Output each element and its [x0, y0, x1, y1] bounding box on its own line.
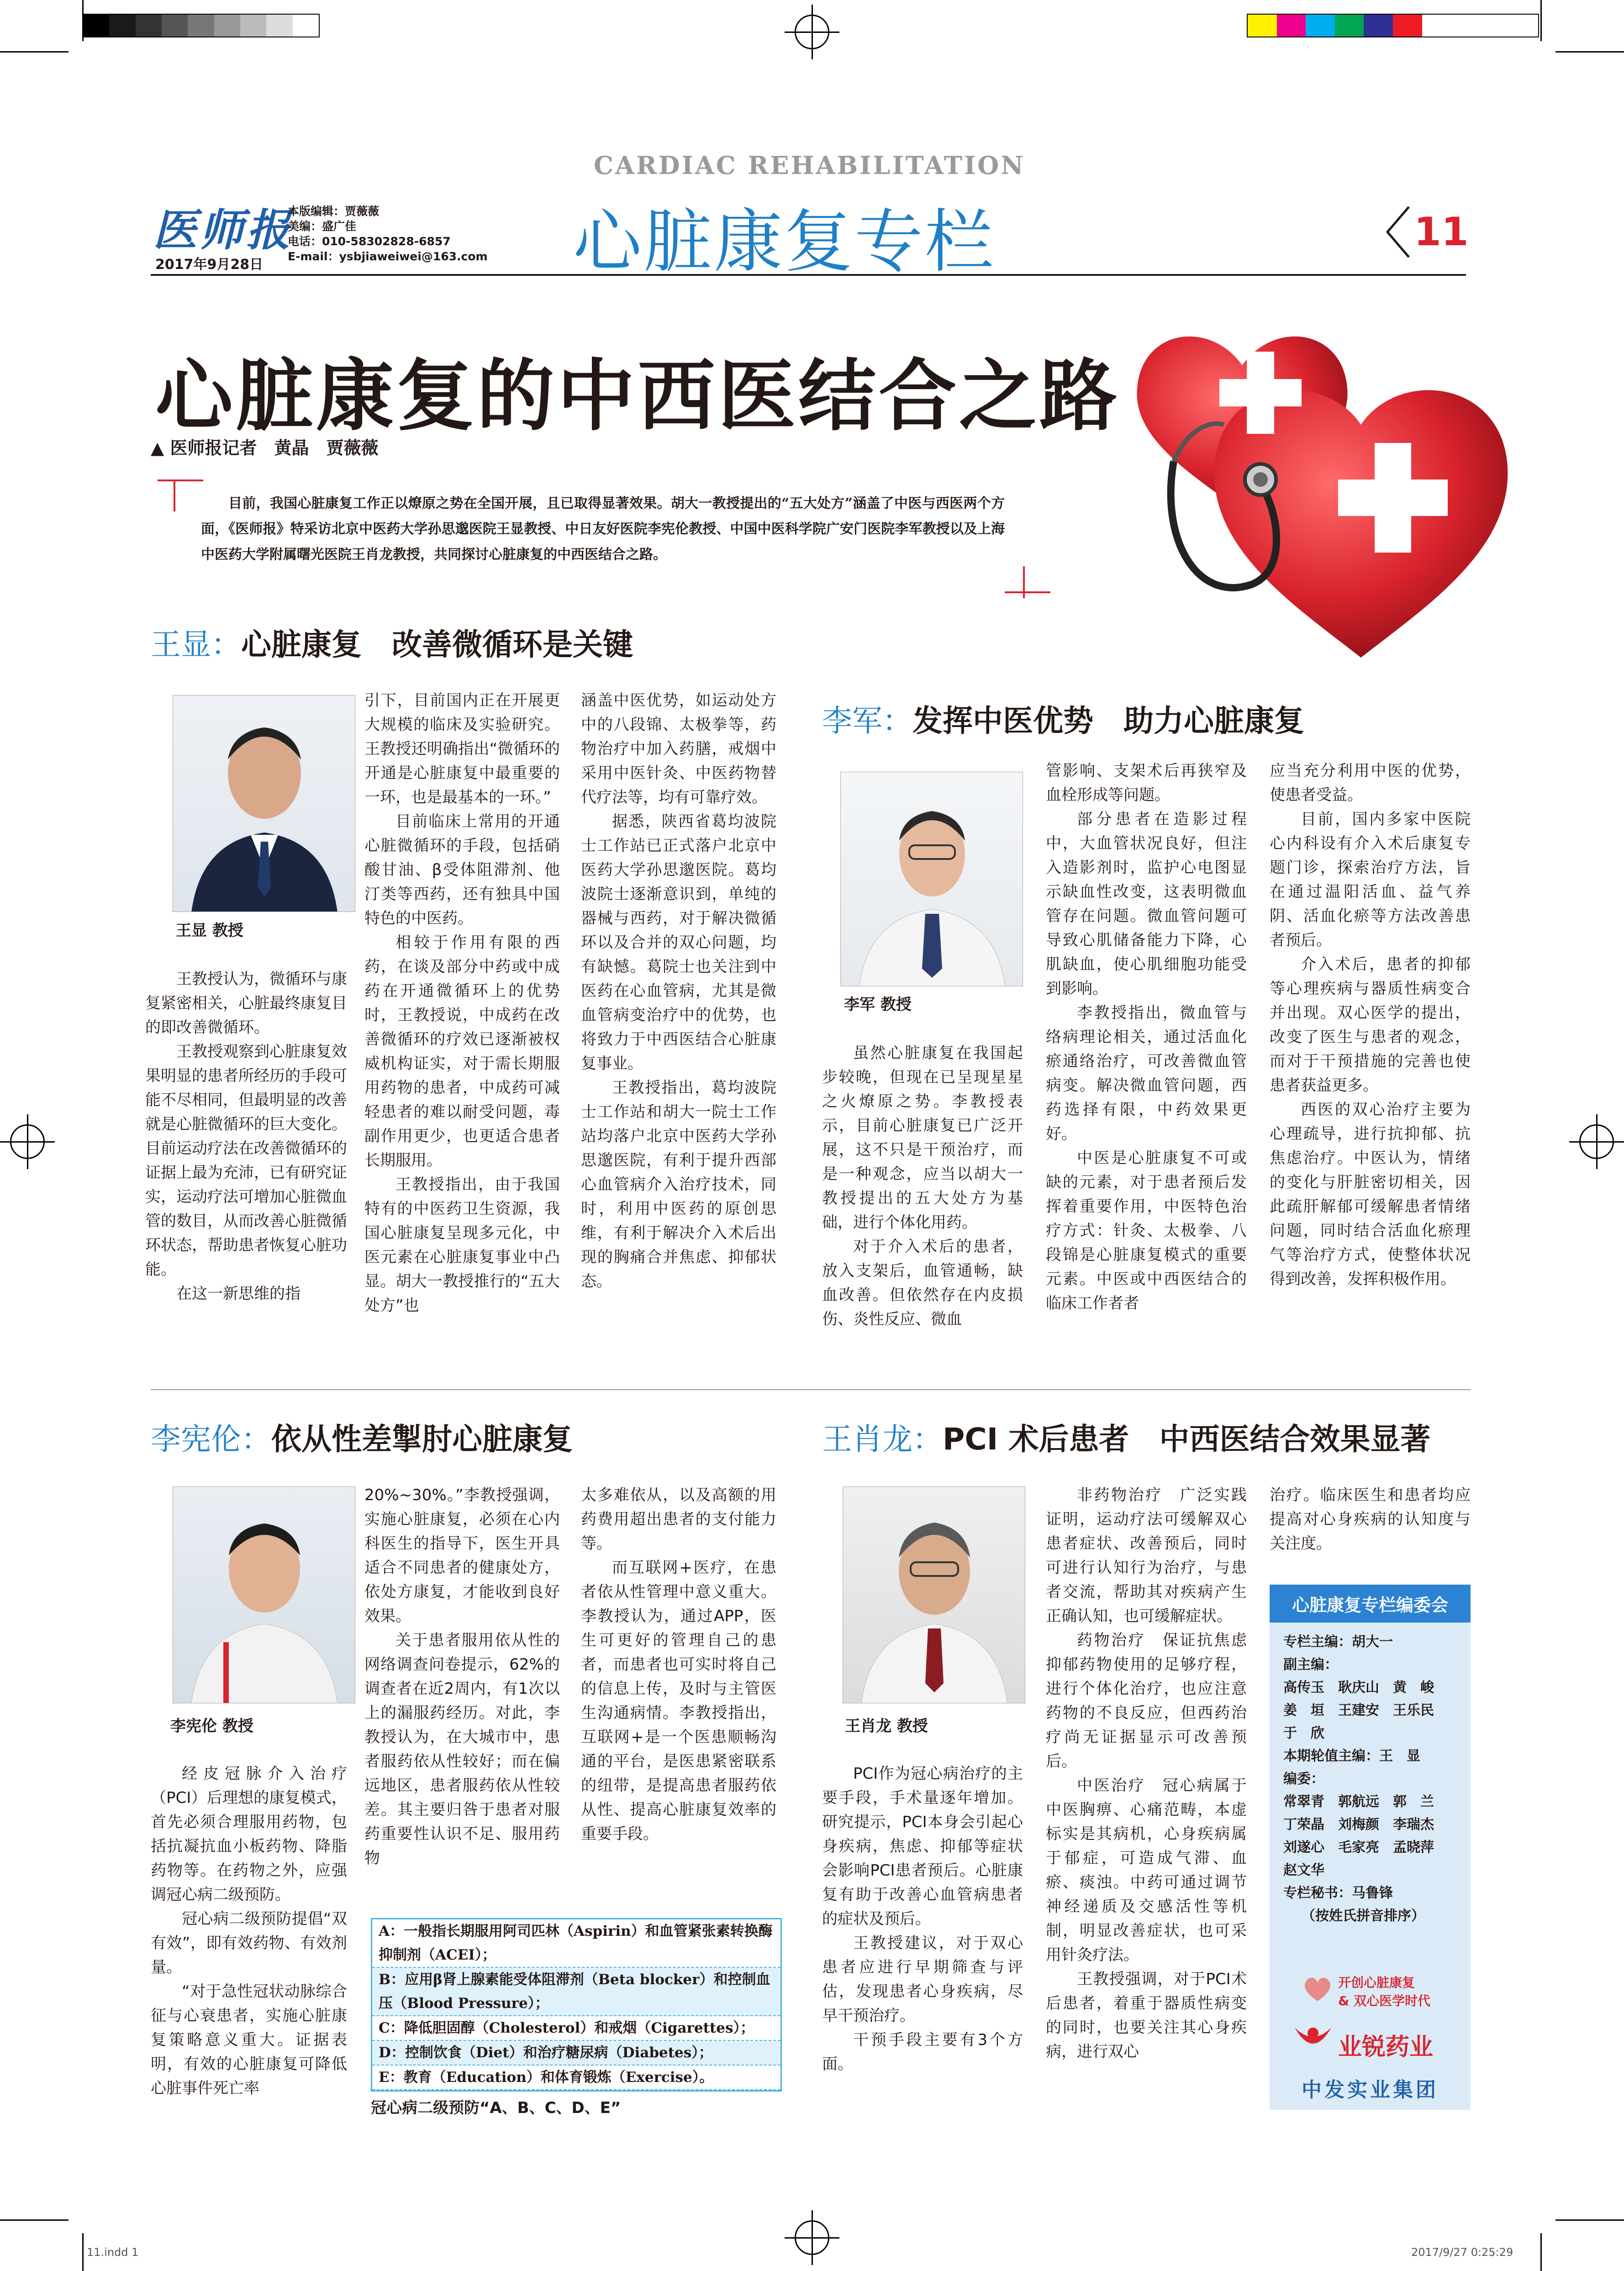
section-lixianlun-headline	[151, 1415, 573, 1458]
footer-file: 11.indd 1	[87, 2246, 139, 2259]
board-line: 于 欣	[1283, 1725, 1324, 1741]
page-number-chevron-icon	[1384, 205, 1411, 259]
paragraph: 据悉，陕西省葛均波院士工作站已正式落户北京中医药大学孙思邈医院。葛均波院士逐渐意识到，单纯的器械与西药，对于解决微循环以及合并的双心问题，均有缺憾。葛院士也关注到中医药在心血管病，尤其是微血管病变治疗中的优势，也将致力于中西医结合心脏康复事业。	[581, 812, 776, 1073]
wangxian-column-1	[145, 967, 347, 1306]
registration-mark-left	[0, 1114, 55, 1169]
paragraph: 经皮冠脉介入治疗（PCI）后理想的康复模式，首先必须合理服用药物，包括抗凝抗血小板药物、降脂药物等。在药物之外，应强调冠心病二级预防。	[151, 1765, 347, 1904]
board-line: 姜 垣 王建安 王乐民	[1283, 1702, 1434, 1718]
intro-corner-br	[1005, 591, 1050, 593]
crop-mark	[1555, 51, 1624, 53]
paragraph: 目前，国内多家中医院心内科设有介入术后康复专题门诊，探索治疗方法，旨在通过温阳活血、益气养阴、活血化瘀等方法改善患者预后。	[1270, 810, 1471, 949]
lixianlun-column-3	[581, 1483, 776, 1846]
footer-timestamp: 2017/9/27 0:25:29	[1411, 2246, 1513, 2259]
wangxiaolong-portrait	[843, 1486, 1025, 1703]
board-line: 专栏主编：胡大一	[1283, 1634, 1393, 1650]
newspaper-logo: 医师报	[153, 204, 293, 256]
board-line: 编委：	[1283, 1771, 1324, 1787]
lijun-column-1	[822, 1041, 1023, 1332]
wangxiaolong-column-3	[1270, 1483, 1471, 1556]
wangxiaolong-column-2	[1046, 1483, 1247, 2064]
board-line: 专栏秘书：马鲁锋	[1283, 1885, 1393, 1901]
editor-credit: 本版编辑：贾薇薇	[288, 205, 380, 218]
page-number: 11	[1414, 209, 1469, 255]
section-wangxiaolong-headline	[822, 1415, 1430, 1458]
lixianlun-column-1	[151, 1762, 347, 2101]
portrait-silhouette-icon	[843, 1487, 1025, 1703]
sponsor-group: 中发实业集团	[1302, 2078, 1439, 2102]
section-wangxian-title: 心脏康复 改善微循环是关键	[241, 627, 633, 662]
designer-credit: 美编：盛广佳	[288, 220, 357, 233]
wangxian-portrait	[173, 695, 355, 912]
crop-mark	[1540, 2233, 1542, 2271]
paragraph: PCI作为冠心病治疗的主要手段，手术量逐年增加。研究提示，PCI本身会引起心身疾病，焦虑、抑郁等症状会影响PCI患者预后。心脏康复有助于改善心血管病患者的症状及预后。	[822, 1765, 1023, 1928]
phone-credit: 电话：010-58302828-6857	[288, 235, 451, 248]
paragraph: 干预手段主要有3个方面。	[822, 2031, 1023, 2073]
section-wangxian-name: 王显：	[151, 627, 241, 662]
board-line: （按姓氏拼音排序）	[1302, 1908, 1425, 1924]
paragraph: 王教授指出，葛均波院士工作站和胡大一院士工作站均落户北京中医药大学孙思邈医院，有利于提升西部心血管病介入治疗技术，同时，利用中医药的原创思维，有利于解决介入术后出现的胸痛合并焦虑、抑郁状态。	[581, 1079, 776, 1291]
heart-stethoscope-illustration	[1105, 311, 1539, 676]
section-lixianlun-title: 依从性差掣肘心脏康复	[271, 1422, 573, 1457]
board-line: 高传玉 耿庆山 黄 峻	[1283, 1680, 1434, 1696]
abcde-caption: 冠心病二级预防“A、B、C、D、E”	[371, 2099, 621, 2117]
crop-mark	[82, 2233, 84, 2271]
column-title-cn: 心脏康复专栏	[573, 202, 996, 282]
paragraph: 关于患者服用依从性的网络调查问卷提示，62%的调查者在近2周内，有1次以上的漏服药经历。对此，李教授认为，在大城市中，患者服药依从性较好；而在偏远地区，患者服药依从性较差。其主要归咎于患者对服药重要性认识不足、服用药物	[364, 1631, 560, 1867]
section-lijun-headline	[822, 696, 1304, 740]
masthead-credits	[288, 204, 488, 264]
paragraph: 李教授指出，微血管与络病理论相关，通过活血化瘀通络治疗，可改善微血管病变。解决微血管问题，西药选择有限，中药效果更好。	[1046, 1004, 1247, 1143]
article-intro: 目前，我国心脏康复工作正以燎原之势在全国开展，且已取得显著效果。胡大一教授提出的“五大处方”涵盖了中医与西医两个方面，《医师报》特采访北京中医药大学孙思邈医院王显教授、中日友好医院李宪伦教授、中国中医科学院广安门医院李军教授以及上海中医药大学附属曙光医院王肖龙教授，共同探讨心脏康复的中西医结合之路。	[201, 495, 1005, 563]
section-lijun-title: 发挥中医优势 助力心脏康复	[912, 703, 1304, 738]
registration-mark-top	[785, 5, 839, 59]
board-line: 副主编：	[1283, 1657, 1338, 1673]
paragraph: 冠心病二级预防提倡“双有效”，即有效药物、有效剂量。	[151, 1910, 347, 1976]
column-title-en: CARDIAC REHABILITATION	[594, 151, 1025, 180]
section-lijun-name: 李军：	[822, 703, 912, 738]
paragraph: 中医治疗 冠心病属于中医胸痹、心痛范畴，本虚标实是其病机，心身疾病属于郁症，可造成气滞、血瘀、痰浊。中药可通过调节神经递质及交感活性等机制，明显改善症状，也可采用针灸疗法。	[1046, 1776, 1247, 1964]
lijun-caption: 李军 教授	[844, 996, 912, 1014]
wangxian-column-3	[581, 689, 776, 1294]
abcde-box	[371, 1918, 782, 2092]
paragraph: 太多难依从，以及高额的用药费用超出患者的支付能力等。	[581, 1486, 776, 1553]
lixianlun-caption: 李宪伦 教授	[170, 1717, 253, 1735]
paragraph: 王教授认为，微循环与康复紧密相关，心脏最终康复目的即改善微循环。	[145, 970, 347, 1037]
board-line: 刘遂心 毛家亮 孟晓萍	[1283, 1839, 1434, 1855]
section-lixianlun-name: 李宪伦：	[151, 1422, 271, 1457]
abcde-item-a: A：一般指长期服用阿司匹林（Aspirin）和血管紧张素转换酶抑制剂（ACEI）；	[372, 1919, 780, 1968]
paragraph: 而互联网+医疗，在患者依从性管理中意义重大。李教授认为，通过APP，医生可更好的管理自己的患者，而患者也可实时将自己的信息上传，及时与主管医生沟通病情。李教授指出，互联网+是一个医患顺畅沟通的平台，是医患紧密联系的纽带，是提高患者服药依从性、提高心脏康复效率的重要手段。	[581, 1559, 776, 1843]
paragraph: 中医是心脏康复不可或缺的元素，对于患者预后发挥着重要作用，中医特色治疗方式：针灸、太极拳、八段锦是心脏康复模式的重要元素。中医或中西医结合的临床工作者者	[1046, 1149, 1247, 1312]
paragraph: 非药物治疗 广泛实践证明，运动疗法可缓解双心患者症状、改善预后，同时可进行认知行为治疗，与患者交流，帮助其对疾病产生正确认知，也可缓解症状。	[1046, 1486, 1247, 1625]
paragraph: 20%~30%。”李教授强调，实施心脏康复，必须在心内科医生的指导下，医生开具适合不同患者的健康处方，依处方康复，才能收到良好效果。	[364, 1486, 560, 1625]
intro-corner-br	[1023, 566, 1025, 598]
lijun-column-3	[1270, 759, 1471, 1291]
editorial-board-title: 心脏康复专栏编委会	[1270, 1585, 1471, 1623]
portrait-silhouette-icon	[841, 772, 1023, 986]
slogan-line-1: 开创心脏康复	[1338, 1975, 1415, 1990]
intro-corner-tl	[158, 479, 203, 481]
abcde-item-e: E：教育（Education）和体育锻炼（Exercise）。	[372, 2066, 780, 2090]
slogan-badge	[1302, 1964, 1439, 2014]
paragraph: 介入术后，患者的抑郁等心理疾病与器质性病变合并出现。双心医学的提出，改变了医生与患者的观念，而对于干预措施的完善也使患者获益更多。	[1270, 955, 1471, 1095]
abcde-item-c: C：降低胆固醇（Cholesterol）和戒烟（Cigarettes）；	[372, 2016, 780, 2041]
section-wangxiaolong-name: 王肖龙：	[822, 1422, 943, 1457]
section-wangxian-headline	[151, 620, 633, 664]
portrait-silhouette-icon	[173, 1487, 355, 1703]
paragraph: 部分患者在造影过程中，大血管状况良好，但注入造影剂时，监护心电图显示缺血性改变，这表明微血管存在问题。微血管问题可导致心肌储备能力下降，心肌缺血，使心肌细胞功能受到影响。	[1046, 810, 1247, 998]
grayscale-bar	[82, 14, 320, 37]
registration-mark-right	[1569, 1114, 1624, 1169]
paragraph: 在这一新思维的指	[176, 1285, 301, 1303]
editorial-board-list	[1270, 1623, 1471, 1936]
board-line: 赵文华	[1283, 1862, 1324, 1878]
paragraph: 应当充分利用中医的优势，使患者受益。	[1270, 762, 1471, 804]
section-divider	[151, 1389, 1471, 1390]
wangxiaolong-column-1	[822, 1762, 1023, 2076]
wangxian-column-2	[364, 689, 560, 1318]
crop-mark	[0, 51, 69, 53]
article-byline: ▲ 医师报记者 黄晶 贾薇薇	[151, 438, 379, 458]
crop-mark	[1555, 2219, 1624, 2221]
paragraph: 对于介入术后的患者，放入支架后，血管通畅，缺血改善。但依然存在内皮损伤、炎性反应、微血	[822, 1238, 1023, 1328]
paragraph: 王教授指出，由于我国特有的中医药卫生资源，我国心脏康复呈现多元化，中医元素在心脏康复事业中凸显。胡大一教授推行的“五大处方”也	[364, 1175, 560, 1315]
intro-corner-tl	[174, 479, 175, 511]
editorial-board-box	[1270, 1585, 1471, 2110]
sponsor-logo-icon	[1292, 2023, 1334, 2055]
lixianlun-portrait	[173, 1486, 355, 1703]
crop-mark	[1540, 0, 1542, 41]
lixianlun-column-2	[364, 1483, 560, 1871]
paragraph: 王教授建议，对于双心患者应进行早期筛查与评估，发现患者心身疾病，尽早干预治疗。	[822, 1934, 1023, 2025]
color-bar	[1247, 14, 1539, 37]
article-title: 心脏康复的中西医结合之路	[155, 351, 1120, 442]
paragraph: 目前临床上常用的开通心脏微循环的手段，包括硝酸甘油、β受体阻滞剂、他汀类等西药，还有独具中国特色的中医药。	[364, 812, 560, 927]
paragraph: “对于急性冠状动脉综合征与心衰患者，实施心脏康复策略意义重大。证据表明，有效的心脏康复可降低心脏事件死亡率	[151, 1982, 347, 2097]
registration-mark-bottom	[785, 2210, 839, 2265]
board-line: 丁荣晶 刘梅颜 李瑞杰	[1283, 1817, 1434, 1833]
sponsor-name: 业锐药业	[1338, 2034, 1434, 2061]
heart-icon	[1302, 1973, 1334, 2005]
section-wangxiaolong-title: PCI 术后患者 中西医结合效果显著	[943, 1422, 1431, 1457]
slogan-line-2: & 双心医学时代	[1338, 1993, 1431, 2008]
abcde-item-d: D：控制饮食（Diet）和治疗糖尿病（Diabetes）；	[372, 2041, 780, 2066]
wangxiaolong-caption: 王肖龙 教授	[845, 1717, 928, 1735]
paragraph: 王教授观察到心脏康复效果明显的患者所经历的手段可能不尽相同，但最明显的改善就是心脏微循环的巨大变化。目前运动疗法在改善微循环的证据上最为充沛，已有研究证实，运动疗法可增加心脏微血管的数目，从而改善心脏微循环状态，帮助患者恢复心脏功能。	[145, 1043, 347, 1279]
paragraph: 管影响、支架术后再狭窄及血栓形成等问题。	[1046, 762, 1247, 804]
paragraph: 虽然心脏康复在我国起步较晚，但现在已呈现星星之火燎原之势。李教授表示，目前心脏康复已广泛开展，这不只是干预治疗，而是一种观念，应当以胡大一教授提出的五大处方为基础，进行个体化用药。	[822, 1044, 1023, 1232]
crop-mark	[0, 2219, 69, 2221]
paragraph: 治疗。临床医生和患者均应提高对心身疾病的认知度与关注度。	[1270, 1486, 1471, 1553]
paragraph: 西医的双心治疗主要为心理疏导，进行抗抑郁、抗焦虑治疗。中医认为，情绪的变化与肝脏密切相关，因此疏肝解郁可缓解患者情绪问题，同时结合活血化瘀理气等治疗方式，使整体状况得到改善，发挥积极作用。	[1270, 1101, 1471, 1288]
portrait-silhouette-icon	[173, 696, 355, 912]
lijun-column-2	[1046, 759, 1247, 1316]
wangxian-caption: 王显 教授	[176, 922, 243, 940]
paragraph: 王教授强调，对于PCI术后患者，着重于器质性病变的同时，也要关注其心身疾病，进行双心	[1046, 1970, 1247, 2061]
board-line: 常翠青 郭航远 郭 兰	[1283, 1794, 1434, 1810]
issue-date: 2017年9月28日	[155, 257, 264, 273]
paragraph: 相较于作用有限的西药，在谈及部分中药或中成药在开通微循环上的优势时，王教授说，中成药在改善微循环的疗效已逐渐被权威机构证实，对于需长期服用药物的患者，中成药可减轻患者的难以耐受问题，毒副作用更少，也更适合患者长期服用。	[364, 933, 560, 1170]
abcde-item-b: B：应用β肾上腺素能受体阻滞剂（Beta blocker）和控制血压（Blood Pressure）；	[372, 1968, 780, 2016]
lijun-portrait	[840, 772, 1023, 986]
paragraph: 药物治疗 保证抗焦虑抑郁药物使用的足够疗程，进行个体化治疗，也应注意药物的不良反应，但西药治疗尚无证据显示可改善预后。	[1046, 1631, 1247, 1770]
email-credit: E-mail：ysbjiaweiwei@163.com	[288, 250, 488, 263]
paragraph: 引下，目前国内正在开展更大规模的临床及实验研究。王教授还明确指出“微循环的开通是心脏康复中最重要的一环，也是最基本的一环。”	[364, 691, 560, 806]
paragraph: 涵盖中医优势，如运动处方中的八段锦、太极拳等，药物治疗中加入药膳，戒烟中采用中医针灸、中医药物替代疗法等，均有可靠疗效。	[581, 691, 776, 806]
board-line: 本期轮值主编：王 显	[1283, 1748, 1420, 1764]
